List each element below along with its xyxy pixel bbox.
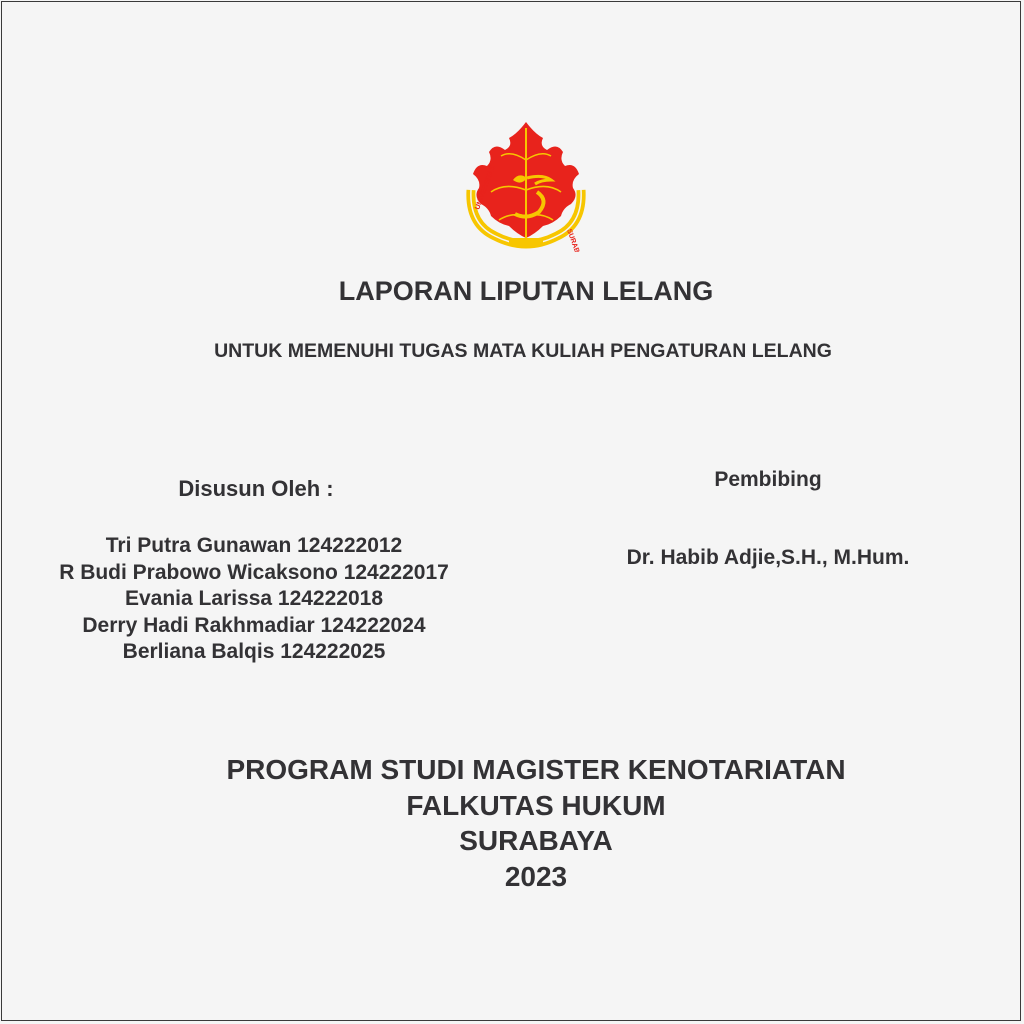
svg-text:SURABAYA: SURABAYA [565, 228, 585, 252]
author-item: Tri Putra Gunawan 124222012 [105, 534, 403, 557]
institution-block [0, 752, 1024, 894]
svg-text:UNIVERSITAS: UNIVERSITAS [474, 164, 497, 211]
city-name: SURABAYA [459, 825, 613, 856]
author-item: Evania Larissa 124222018 [124, 587, 384, 610]
report-subtitle: UNTUK MEMENUHI TUGAS MATA KULIAH PENGATURAN LELANG [214, 340, 832, 362]
advisor-heading: Pembibing [714, 468, 822, 491]
program-name: PROGRAM STUDI MAGISTER KENOTARIATAN [226, 754, 846, 785]
report-title: LAPORAN LIPUTAN LELANG [338, 276, 714, 306]
advisor-name: Dr. Habib Adjie,S.H., M.Hum. [626, 546, 910, 569]
faculty-name: FALKUTAS HUKUM [406, 789, 666, 821]
report-year: 2023 [504, 860, 568, 892]
flame-leaf-emblem-icon [465, 120, 587, 252]
author-item: R Budi Prabowo Wicaksono 124222017 [59, 560, 449, 584]
authors-list [0, 533, 508, 666]
authors-heading: Disusun Oleh : [178, 476, 334, 501]
university-logo [465, 120, 587, 252]
author-item: Derry Hadi Rakhmadiar 124222024 [82, 613, 426, 637]
author-item: Berliana Balqis 124222025 [122, 640, 386, 663]
